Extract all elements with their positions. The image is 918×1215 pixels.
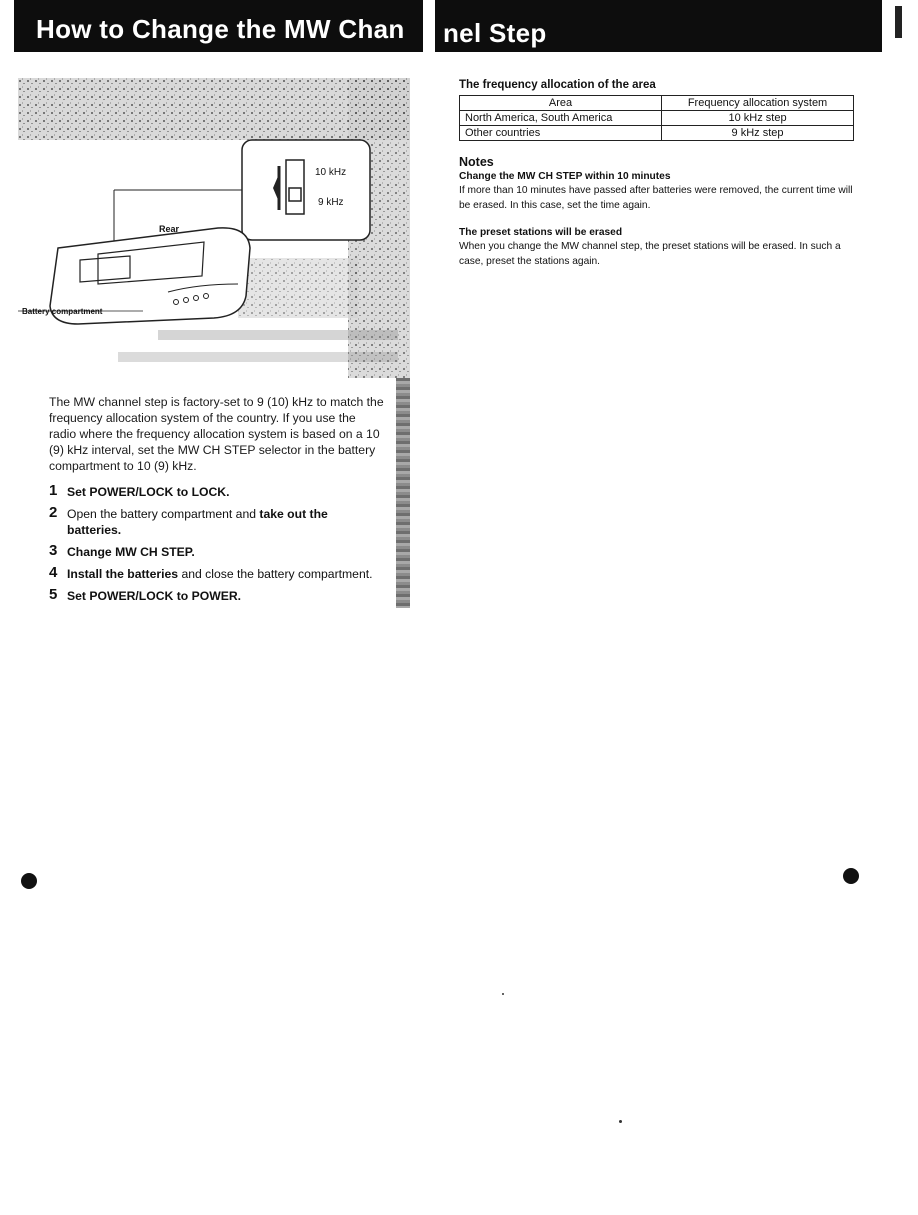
table-header-row	[460, 96, 854, 111]
step-bold-text: Set POWER/LOCK to POWER.	[67, 589, 242, 603]
battery-compartment-diagram	[18, 78, 410, 378]
step-text: Open the battery compartment and	[67, 507, 260, 521]
table-cell: North America, South America	[460, 111, 662, 126]
registration-mark-left	[21, 873, 37, 889]
note-title: Change the MW CH STEP within 10 minutes	[459, 171, 671, 182]
step-item	[49, 484, 379, 500]
step-item	[49, 566, 379, 582]
scan-speck	[619, 1120, 622, 1123]
step-item	[49, 506, 379, 538]
notes-heading: Notes	[459, 155, 494, 169]
step-bold-text: Change MW CH STEP.	[67, 545, 195, 559]
note-text: If more than 10 minutes have passed after batteries were removed, the current time will be erased. In this case, set the time again.	[459, 185, 853, 211]
note-text: When you change the MW channel step, the preset stations will be erased. In such a case, preset the stations again.	[459, 241, 841, 267]
title-part-1: How to Change the MW Chan	[36, 14, 405, 44]
page-title-continued	[443, 18, 547, 49]
rear-label: Rear	[159, 224, 180, 234]
step-number: 1	[49, 482, 58, 499]
step-number: 2	[49, 504, 58, 521]
step-number: 3	[49, 542, 58, 559]
scan-edge-artifact	[396, 378, 410, 608]
device-illustration	[18, 78, 410, 378]
step-text: and close the battery compartment.	[178, 567, 373, 581]
step-number: 4	[49, 564, 58, 581]
table-header-cell: Frequency allocation system	[662, 96, 854, 111]
note-title: The preset stations will be erased	[459, 227, 623, 238]
table-title: The frequency allocation of the area	[459, 79, 656, 91]
step-item	[49, 588, 379, 604]
step-number: 5	[49, 586, 58, 603]
table-header-cell: Area	[460, 96, 662, 111]
switch-label-10khz: 10 kHz	[315, 167, 347, 178]
table-cell: Other countries	[460, 126, 662, 141]
header-gap	[423, 0, 435, 56]
margin-mark	[895, 6, 902, 38]
steps-list	[49, 484, 379, 610]
right-column	[459, 79, 859, 283]
table-cell: 10 kHz step	[662, 111, 854, 126]
step-item	[49, 544, 379, 560]
header-bar-right	[435, 0, 882, 52]
step-bold-text: Install the batteries	[67, 567, 179, 581]
page-title	[36, 14, 405, 45]
table-row	[460, 111, 854, 126]
switch-label-9khz: 9 kHz	[318, 197, 344, 208]
step-bold-text: Set POWER/LOCK to LOCK.	[67, 485, 230, 499]
battery-compartment-label: Battery compartment	[22, 307, 103, 316]
table-row	[460, 126, 854, 141]
frequency-table	[459, 95, 854, 141]
registration-mark-right	[843, 868, 859, 884]
step-bold-text: take out the batteries.	[67, 507, 328, 537]
scan-speck	[502, 993, 504, 995]
title-part-2: nel Step	[443, 18, 547, 48]
table-cell: 9 kHz step	[662, 126, 854, 141]
intro-paragraph: The MW channel step is factory-set to 9 (10) kHz to match the frequency allocation system of the country. If you use the radio where the frequency allocation system is based on a 10 (9) kHz interval, set the MW CH STEP selector in the battery compartment to 10 (9) kHz.	[49, 395, 384, 473]
